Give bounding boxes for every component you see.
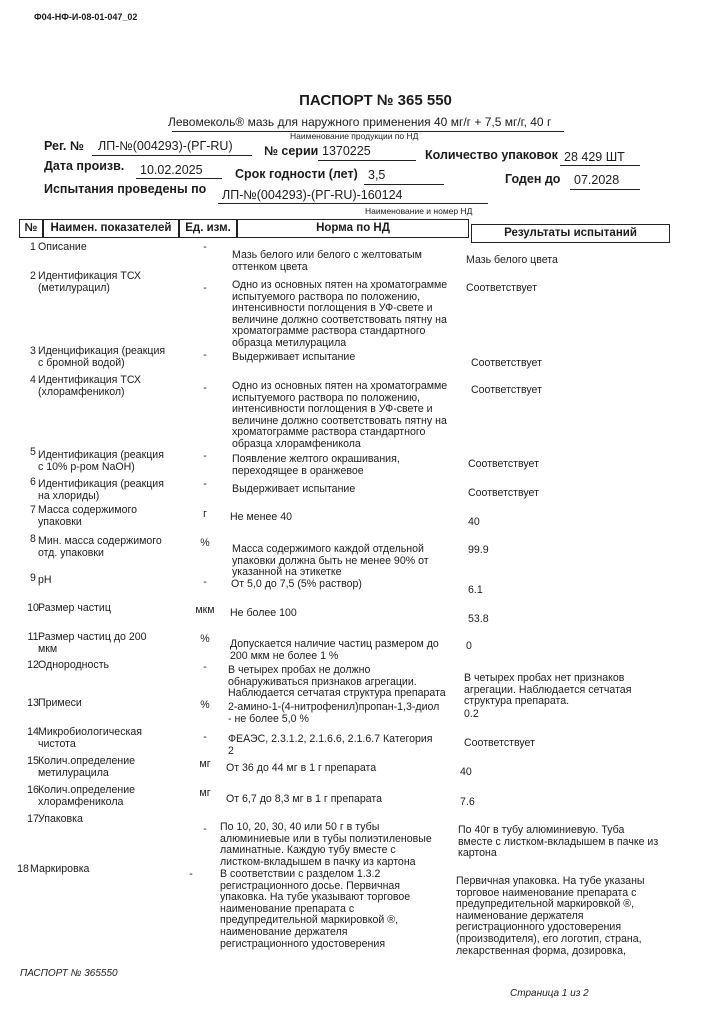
qty-label: Количество упаковок	[425, 148, 558, 162]
row-num: 4	[30, 374, 36, 386]
row-num: 16	[27, 784, 39, 796]
row-norm: Не более 100	[230, 607, 297, 619]
row-unit: %	[200, 633, 210, 645]
row-unit: %	[200, 699, 210, 711]
row-norm: Масса содержимого каждой отдельной упаковки должна быть не менее 90% от указанной на этикетке	[232, 543, 429, 579]
row-result: Соответствует	[466, 282, 537, 294]
series-label: № серии	[264, 144, 319, 158]
row-num: 14	[27, 726, 39, 738]
row-num: 18	[17, 863, 29, 875]
header-num: №	[19, 219, 43, 238]
row-norm: В соответствии с разделом 1.3.2 регистрационного досье. Первичная упаковка. На тубе указывают торговое наименование препарата с предупредительной маркировкой ®, наименование держателя регистрационного удостоверения	[220, 868, 411, 950]
row-norm: ФЕАЭС, 2.3.1.2, 2.1.6.6, 2.1.6.7 Категория 2	[228, 733, 433, 757]
row-result: 53.8	[468, 613, 489, 625]
row-num: 3	[30, 345, 36, 357]
reg-underline	[92, 155, 252, 156]
row-result: Соответствует	[468, 458, 539, 470]
row-unit: -	[203, 478, 207, 490]
row-result: 40	[468, 516, 480, 528]
row-param: pH	[38, 574, 52, 586]
valid-value: 07.2028	[574, 173, 620, 187]
row-unit: -	[203, 823, 207, 835]
row-result: 0.2	[464, 708, 479, 720]
row-num: 15	[27, 755, 39, 767]
row-param: Примеси	[38, 697, 82, 709]
row-num: 11	[27, 631, 39, 643]
tests-caption: Наименование и номер НД	[365, 206, 473, 216]
shelf-underline	[364, 184, 444, 185]
row-param: Размер частиц	[38, 602, 111, 614]
tests-value: ЛП-№(004293)-(РГ-RU)-160124	[222, 188, 403, 202]
document-code: Ф04-НФ-И-08-01-047_02	[34, 12, 138, 22]
row-result: По 40г в тубу алюминиевую. Туба вместе с листком-вкладышем в пачке из картона	[458, 824, 659, 860]
row-result: Соответствует	[471, 357, 542, 369]
row-num: 2	[30, 270, 36, 282]
header-result: Результаты испытаний	[471, 224, 670, 243]
tests-underline	[218, 203, 488, 204]
row-result: 40	[460, 766, 472, 778]
row-result: Соответствует	[468, 487, 539, 499]
row-num: 6	[30, 476, 36, 488]
row-unit: -	[203, 731, 207, 743]
row-num: 12	[27, 659, 39, 671]
row-param: Идентификация (реакция с 10% р-ром NaOH)	[38, 449, 164, 473]
row-norm: Мазь белого или белого с желтоватым оттенком цвета	[232, 249, 422, 273]
row-unit: -	[203, 576, 207, 588]
row-num: 17	[27, 813, 39, 825]
row-num: 8	[30, 533, 36, 545]
row-param: Идентификация ТСХ (хлорамфеникол)	[38, 374, 141, 398]
row-unit: %	[200, 537, 210, 549]
row-param: Идентификация ТСХ (метилурацил)	[38, 270, 141, 294]
row-param: Масса содержимого упаковки	[38, 504, 138, 528]
reg-value: ЛП-№(004293)-(РГ-RU)	[98, 139, 233, 153]
row-result: 99.9	[468, 544, 489, 556]
date-label: Дата произв.	[44, 159, 125, 173]
table-header	[19, 219, 670, 238]
row-unit: мг	[199, 758, 211, 770]
row-unit: -	[203, 349, 207, 361]
row-num: 9	[30, 572, 36, 584]
row-result: В четырех пробах нет признаков агрегации. Наблюдается сетчатая структура препарата.	[464, 672, 632, 708]
product-name: Левомеколь® мазь для наружного применения 40 мг/г + 7,5 мг/г, 40 г	[168, 115, 552, 129]
header-unit: Ед. изм.	[179, 219, 237, 238]
row-norm: По 10, 20, 30, 40 или 50 г в тубы алюминиевые или в тубы полиэтиленовые ламинатные. Каждую тубу вместе с листком-вкладышем в пачку из картона	[220, 821, 432, 868]
date-underline	[136, 178, 222, 179]
row-norm: 2-амино-1-(4-нитрофенил)пропан-1,3-диол - не более 5,0 %	[228, 701, 440, 725]
header-param: Наимен. показателей	[43, 219, 179, 238]
row-num: 1	[30, 241, 36, 253]
row-unit: г	[203, 508, 207, 520]
row-norm: Допускается наличие частиц размером до 200 мкм не более 1 %	[230, 638, 439, 662]
row-num: 13	[27, 697, 39, 709]
row-unit: -	[203, 450, 207, 462]
row-param: Микробиологическая чистота	[38, 726, 142, 750]
row-param: Упаковка	[38, 813, 83, 825]
row-param: Иденцификация (реакция с бромной водой)	[38, 345, 166, 369]
row-norm: Не менее 40	[230, 511, 293, 523]
row-param: Колич.определение хлорамфеникола	[38, 784, 136, 808]
row-result: Соответствует	[471, 384, 542, 396]
valid-label: Годен до	[505, 172, 561, 186]
row-result: 7.6	[460, 796, 475, 808]
row-norm: Выдерживает испытание	[232, 483, 356, 495]
row-norm: Появление желтого окрашивания, переходящее в оранжевое	[232, 453, 400, 477]
product-caption: Наименование продукции по НД	[290, 131, 419, 141]
row-result: Первичная упаковка. На тубе указаны торговое наименование препарата с предупредительной маркировкой ®, наименование держателя регистрационного удостоверения (производителя), его логотип, страна, лекарственная форма, дозировка,	[456, 875, 645, 957]
row-norm: Выдерживает испытание	[232, 351, 356, 363]
footer-page-number: Страница 1 из 2	[510, 988, 589, 999]
row-norm: В четырех пробах не должно обнаруживаться признаков агрегации. Наблюдается сетчатая структура препарата	[228, 664, 446, 700]
row-unit: -	[203, 241, 207, 253]
qty-value: 28 429 ШТ	[564, 150, 625, 164]
qty-underline	[560, 165, 640, 166]
row-norm: От 5,0 до 7,5 (5% раствор)	[231, 578, 362, 590]
row-result: Мазь белого цвета	[466, 254, 558, 266]
row-result: Соответствует	[464, 737, 535, 749]
row-param: Мин. масса содержимого отд. упаковки	[38, 535, 162, 559]
row-num: 7	[30, 504, 36, 516]
row-result: 6.1	[468, 584, 483, 596]
shelf-value: 3,5	[368, 168, 386, 182]
row-norm: Одно из основных пятен на хроматограмме испытуемого раствора по положению, интенсивности поглощения в УФ-свете и величине должно соответствовать пятну на хроматограмме раствора стандартного образца хлорамфеникола	[232, 380, 448, 450]
row-param: Однородность	[38, 659, 110, 671]
row-unit: мкм	[195, 604, 215, 616]
shelf-label: Срок годности (лет)	[235, 167, 358, 181]
row-param: Описание	[38, 241, 87, 253]
row-norm: От 6,7 до 8,3 мг в 1 г препарата	[226, 793, 383, 805]
row-unit: -	[203, 382, 207, 394]
series-value: 1370225	[322, 144, 371, 158]
row-unit: мг	[199, 787, 211, 799]
row-param: Маркировка	[30, 863, 90, 875]
valid-underline	[570, 189, 640, 190]
row-norm: От 36 до 44 мг в 1 г препарата	[226, 762, 377, 774]
row-unit: -	[203, 661, 207, 673]
row-param: Идентификация (реакция на хлориды)	[38, 478, 164, 502]
page-title: ПАСПОРТ № 365 550	[299, 92, 452, 109]
row-param: Размер частиц до 200 мкм	[38, 631, 147, 655]
row-unit: -	[203, 282, 207, 294]
header-norm: Норма по НД	[237, 219, 469, 238]
tests-label: Испытания проведены по	[44, 182, 207, 196]
reg-label: Рег. №	[44, 139, 84, 153]
row-param: Колич.определение метилурацила	[38, 755, 136, 779]
footer-passport: ПАСПОРТ № 365550	[20, 968, 118, 979]
row-result: 0	[466, 640, 472, 652]
row-norm: Одно из основных пятен на хроматограмме испытуемого раствора по положению, интенсивности поглощения в УФ-свете и величине должно соответствовать пятну на хроматограмме раствора стандартного образца метилурацила	[232, 279, 448, 349]
series-underline	[318, 160, 416, 161]
row-unit: -	[189, 868, 193, 880]
row-num: 5	[30, 446, 36, 458]
row-num: 10	[27, 602, 39, 614]
date-value: 10.02.2025	[140, 163, 203, 177]
